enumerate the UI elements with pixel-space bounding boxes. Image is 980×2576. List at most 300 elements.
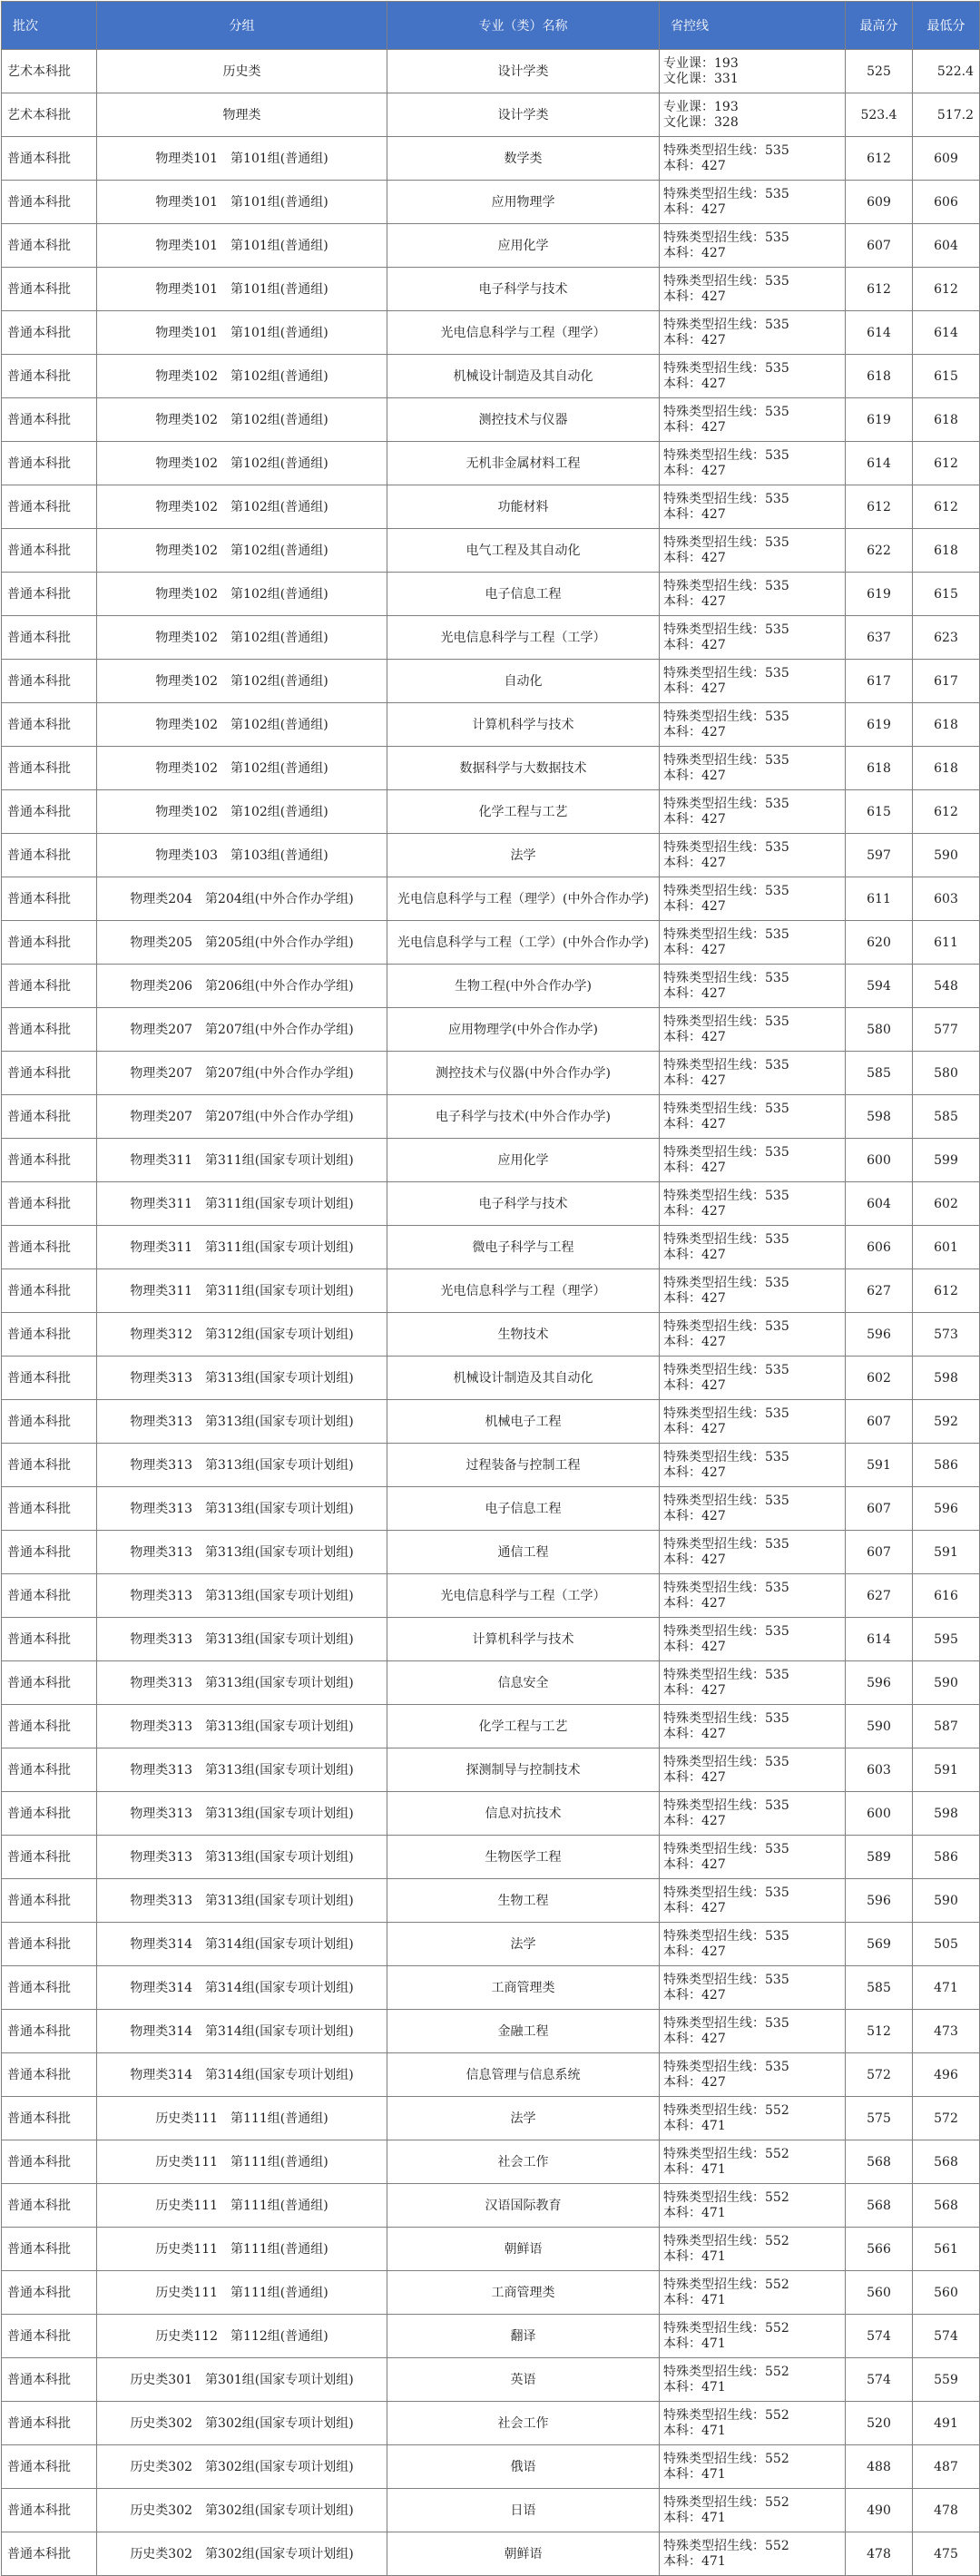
cell-major: 生物医学工程 (387, 1836, 660, 1879)
control-line-primary: 特殊类型招生线：535 (663, 1493, 789, 1508)
table-row (2, 181, 980, 224)
control-line-secondary: 本科：427 (663, 1377, 726, 1393)
table-row (2, 442, 980, 485)
header-min-score: 最低分 (913, 2, 980, 50)
cell-max-score: 618 (846, 355, 913, 398)
cell-max-score: 611 (846, 877, 913, 921)
cell-min-score: 612 (913, 790, 980, 834)
control-line-secondary: 本科：471 (663, 2466, 726, 2482)
cell-control-line (660, 485, 846, 529)
cell-group: 物理类102 第102组(普通组) (97, 660, 387, 703)
control-line-secondary: 本科：427 (663, 1247, 726, 1262)
cell-major: 光电信息科学与工程（工学） (387, 616, 660, 660)
table-row (2, 2271, 980, 2315)
cell-group: 物理类313 第313组(国家专项计划组) (97, 1444, 387, 1487)
cell-group: 物理类101 第101组(普通组) (97, 137, 387, 181)
cell-batch: 普通本科批 (2, 1313, 97, 1357)
cell-max-score: 594 (846, 965, 913, 1008)
cell-batch: 普通本科批 (2, 747, 97, 790)
cell-control-line (660, 1095, 846, 1139)
cell-min-score: 595 (913, 1618, 980, 1661)
cell-group: 物理类 (97, 93, 387, 137)
cell-group: 物理类313 第313组(国家专项计划组) (97, 1792, 387, 1836)
table-row (2, 2315, 980, 2358)
control-line-secondary: 文化课：331 (663, 71, 739, 86)
cell-max-score: 614 (846, 311, 913, 355)
cell-batch: 普通本科批 (2, 1008, 97, 1052)
cell-batch: 普通本科批 (2, 1139, 97, 1182)
cell-control-line (660, 1618, 846, 1661)
cell-control-line (660, 1313, 846, 1357)
cell-control-line (660, 137, 846, 181)
cell-major: 朝鲜语 (387, 2532, 660, 2576)
cell-group: 物理类313 第313组(国家专项计划组) (97, 1705, 387, 1748)
cell-control-line (660, 834, 846, 877)
cell-batch: 普通本科批 (2, 2358, 97, 2402)
cell-max-score: 602 (846, 1357, 913, 1400)
cell-batch: 普通本科批 (2, 573, 97, 616)
cell-control-line (660, 268, 846, 311)
cell-major: 光电信息科学与工程（理学） (387, 1269, 660, 1313)
cell-major: 机械设计制造及其自动化 (387, 1357, 660, 1400)
cell-min-score: 473 (913, 2010, 980, 2053)
cell-batch: 普通本科批 (2, 616, 97, 660)
control-line-secondary: 本科：427 (663, 942, 726, 957)
cell-max-score: 596 (846, 1661, 913, 1705)
cell-min-score: 611 (913, 921, 980, 965)
cell-max-score: 600 (846, 1139, 913, 1182)
cell-major: 应用物理学 (387, 181, 660, 224)
control-line-secondary: 本科：427 (663, 1552, 726, 1567)
table-row (2, 2358, 980, 2402)
cell-max-score: 612 (846, 268, 913, 311)
control-line-primary: 特殊类型招生线：535 (663, 796, 789, 811)
table-row (2, 2053, 980, 2097)
control-line-primary: 特殊类型招生线：535 (663, 142, 789, 158)
cell-group: 物理类205 第205组(中外合作办学组) (97, 921, 387, 965)
table-row (2, 921, 980, 965)
table-row (2, 616, 980, 660)
cell-batch: 普通本科批 (2, 2445, 97, 2489)
cell-major: 应用化学 (387, 224, 660, 268)
control-line-primary: 特殊类型招生线：552 (663, 2451, 789, 2466)
cell-group: 历史类302 第302组(国家专项计划组) (97, 2402, 387, 2445)
cell-control-line (660, 1836, 846, 1879)
cell-group: 物理类314 第314组(国家专项计划组) (97, 1923, 387, 1966)
cell-major: 英语 (387, 2358, 660, 2402)
cell-group: 物理类313 第313组(国家专项计划组) (97, 1748, 387, 1792)
cell-major: 俄语 (387, 2445, 660, 2489)
cell-batch: 普通本科批 (2, 1400, 97, 1444)
cell-control-line (660, 790, 846, 834)
control-line-primary: 特殊类型招生线：535 (663, 1841, 789, 1856)
cell-batch: 普通本科批 (2, 1182, 97, 1226)
control-line-secondary: 本科：427 (663, 158, 726, 173)
cell-group: 物理类313 第313组(国家专项计划组) (97, 1661, 387, 1705)
cell-min-score: 591 (913, 1748, 980, 1792)
cell-control-line (660, 1531, 846, 1574)
control-line-secondary: 本科：427 (663, 1073, 726, 1088)
cell-control-line (660, 2053, 846, 2097)
cell-max-score: 612 (846, 485, 913, 529)
cell-control-line (660, 1966, 846, 2010)
control-line-primary: 特殊类型招生线：535 (663, 2059, 789, 2074)
control-line-secondary: 本科：427 (663, 1595, 726, 1611)
cell-control-line (660, 2358, 846, 2402)
control-line-secondary: 本科：427 (663, 1421, 726, 1436)
cell-min-score: 618 (913, 703, 980, 747)
control-line-secondary: 本科：471 (663, 2118, 726, 2133)
cell-group: 物理类314 第314组(国家专项计划组) (97, 2053, 387, 2097)
cell-group: 物理类313 第313组(国家专项计划组) (97, 1836, 387, 1879)
cell-group: 历史类111 第111组(普通组) (97, 2184, 387, 2228)
cell-min-score: 590 (913, 834, 980, 877)
table-row (2, 834, 980, 877)
table-row (2, 660, 980, 703)
cell-major: 微电子科学与工程 (387, 1226, 660, 1269)
cell-max-score: 596 (846, 1313, 913, 1357)
cell-group: 物理类102 第102组(普通组) (97, 616, 387, 660)
table-row (2, 485, 980, 529)
control-line-secondary: 本科：427 (663, 637, 726, 652)
cell-major: 机械设计制造及其自动化 (387, 355, 660, 398)
control-line-secondary: 本科：471 (663, 2553, 726, 2569)
cell-min-score: 612 (913, 268, 980, 311)
cell-control-line (660, 2489, 846, 2532)
cell-batch: 艺术本科批 (2, 93, 97, 137)
cell-batch: 普通本科批 (2, 1574, 97, 1618)
table-row (2, 1923, 980, 1966)
control-line-primary: 特殊类型招生线：535 (663, 1275, 789, 1290)
cell-control-line (660, 1226, 846, 1269)
cell-group: 物理类313 第313组(国家专项计划组) (97, 1531, 387, 1574)
cell-max-score: 607 (846, 1531, 913, 1574)
cell-min-score: 590 (913, 1661, 980, 1705)
control-line-primary: 特殊类型招生线：552 (663, 2494, 789, 2510)
header-major: 专业（类）名称 (387, 2, 660, 50)
cell-max-score: 619 (846, 573, 913, 616)
cell-major: 测控技术与仪器(中外合作办学) (387, 1052, 660, 1095)
table-row (2, 224, 980, 268)
table-row (2, 2010, 980, 2053)
cell-major: 测控技术与仪器 (387, 398, 660, 442)
cell-group: 物理类207 第207组(中外合作办学组) (97, 1008, 387, 1052)
cell-major: 金融工程 (387, 2010, 660, 2053)
cell-control-line (660, 1879, 846, 1923)
cell-control-line (660, 616, 846, 660)
control-line-primary: 特殊类型招生线：535 (663, 1057, 789, 1073)
cell-max-score: 490 (846, 2489, 913, 2532)
cell-control-line (660, 181, 846, 224)
header-control-line: 省控线 (660, 2, 846, 50)
table-row (2, 1008, 980, 1052)
cell-min-score: 598 (913, 1792, 980, 1836)
cell-control-line (660, 1792, 846, 1836)
control-line-primary: 特殊类型招生线：535 (663, 1885, 789, 1900)
cell-control-line (660, 529, 846, 573)
cell-group: 历史类111 第111组(普通组) (97, 2140, 387, 2184)
control-line-secondary: 本科：427 (663, 898, 726, 914)
control-line-primary: 特殊类型招生线：535 (663, 317, 789, 332)
control-line-secondary: 本科：427 (663, 768, 726, 783)
control-line-primary: 专业课：193 (663, 99, 739, 114)
cell-major: 计算机科学与技术 (387, 1618, 660, 1661)
cell-group: 物理类101 第101组(普通组) (97, 311, 387, 355)
cell-max-score: 585 (846, 1052, 913, 1095)
control-line-secondary: 本科：427 (663, 1813, 726, 1828)
cell-min-score: 614 (913, 311, 980, 355)
cell-min-score: 590 (913, 1879, 980, 1923)
control-line-primary: 特殊类型招生线：535 (663, 1406, 789, 1421)
cell-min-score: 615 (913, 573, 980, 616)
cell-max-score: 603 (846, 1748, 913, 1792)
table-row (2, 2445, 980, 2489)
control-line-primary: 特殊类型招生线：535 (663, 752, 789, 768)
cell-control-line (660, 50, 846, 93)
cell-min-score: 587 (913, 1705, 980, 1748)
cell-group: 物理类102 第102组(普通组) (97, 355, 387, 398)
cell-group: 物理类207 第207组(中外合作办学组) (97, 1095, 387, 1139)
cell-batch: 普通本科批 (2, 1836, 97, 1879)
cell-max-score: 585 (846, 1966, 913, 2010)
table-row (2, 1618, 980, 1661)
control-line-secondary: 本科：427 (663, 1334, 726, 1349)
cell-min-score: 618 (913, 398, 980, 442)
cell-min-score: 617 (913, 660, 980, 703)
table-row (2, 877, 980, 921)
control-line-primary: 特殊类型招生线：535 (663, 360, 789, 376)
cell-batch: 普通本科批 (2, 2532, 97, 2576)
cell-batch: 普通本科批 (2, 1444, 97, 1487)
cell-max-score: 566 (846, 2228, 913, 2271)
table-row (2, 2402, 980, 2445)
table-row (2, 1661, 980, 1705)
header-max-score: 最高分 (846, 2, 913, 50)
control-line-secondary: 本科：427 (663, 332, 726, 348)
cell-control-line (660, 1357, 846, 1400)
table-row (2, 965, 980, 1008)
control-line-primary: 特殊类型招生线：535 (663, 1797, 789, 1813)
table-row (2, 573, 980, 616)
cell-group: 物理类313 第313组(国家专项计划组) (97, 1357, 387, 1400)
cell-batch: 普通本科批 (2, 485, 97, 529)
control-line-primary: 特殊类型招生线：535 (663, 1623, 789, 1639)
control-line-primary: 特殊类型招生线：552 (663, 2146, 789, 2161)
cell-max-score: 568 (846, 2140, 913, 2184)
table-row (2, 2532, 980, 2576)
cell-major: 法学 (387, 1923, 660, 1966)
cell-max-score: 620 (846, 921, 913, 965)
control-line-secondary: 本科：427 (663, 811, 726, 827)
cell-min-score: 592 (913, 1400, 980, 1444)
control-line-primary: 特殊类型招生线：535 (663, 186, 789, 201)
control-line-primary: 特殊类型招生线：535 (663, 1449, 789, 1464)
cell-major: 机械电子工程 (387, 1400, 660, 1444)
cell-batch: 普通本科批 (2, 2097, 97, 2140)
cell-batch: 普通本科批 (2, 2489, 97, 2532)
cell-batch: 普通本科批 (2, 790, 97, 834)
cell-major: 生物工程(中外合作办学) (387, 965, 660, 1008)
cell-min-score: 612 (913, 442, 980, 485)
control-line-secondary: 本科：427 (663, 2031, 726, 2046)
cell-major: 应用物理学(中外合作办学) (387, 1008, 660, 1052)
cell-control-line (660, 2010, 846, 2053)
cell-min-score: 568 (913, 2184, 980, 2228)
cell-group: 物理类102 第102组(普通组) (97, 529, 387, 573)
table-row (2, 268, 980, 311)
control-line-secondary: 本科：471 (663, 2161, 726, 2177)
cell-group: 物理类314 第314组(国家专项计划组) (97, 2010, 387, 2053)
table-row (2, 2228, 980, 2271)
cell-batch: 普通本科批 (2, 877, 97, 921)
control-line-primary: 特殊类型招生线：535 (663, 1754, 789, 1769)
cell-major: 设计学类 (387, 93, 660, 137)
control-line-primary: 专业课：193 (663, 55, 739, 71)
control-line-secondary: 文化课：328 (663, 114, 739, 130)
control-line-secondary: 本科：427 (663, 1987, 726, 2003)
cell-max-score: 607 (846, 224, 913, 268)
cell-control-line (660, 2228, 846, 2271)
cell-min-score: 522.4 (913, 50, 980, 93)
cell-max-score: 591 (846, 1444, 913, 1487)
cell-control-line (660, 442, 846, 485)
control-line-primary: 特殊类型招生线：535 (663, 883, 789, 898)
cell-max-score: 574 (846, 2358, 913, 2402)
cell-group: 物理类204 第204组(中外合作办学组) (97, 877, 387, 921)
cell-group: 物理类101 第101组(普通组) (97, 268, 387, 311)
cell-min-score: 475 (913, 2532, 980, 2576)
cell-max-score: 617 (846, 660, 913, 703)
cell-group: 物理类313 第313组(国家专项计划组) (97, 1487, 387, 1531)
cell-max-score: 637 (846, 616, 913, 660)
table-row (2, 1748, 980, 1792)
control-line-primary: 特殊类型招生线：535 (663, 1144, 789, 1160)
cell-batch: 普通本科批 (2, 1531, 97, 1574)
cell-batch: 艺术本科批 (2, 50, 97, 93)
control-line-secondary: 本科：427 (663, 1900, 726, 1915)
cell-min-score: 561 (913, 2228, 980, 2271)
cell-batch: 普通本科批 (2, 311, 97, 355)
cell-max-score: 618 (846, 747, 913, 790)
control-line-primary: 特殊类型招生线：552 (663, 2320, 789, 2336)
cell-min-score: 496 (913, 2053, 980, 2097)
cell-batch: 普通本科批 (2, 2010, 97, 2053)
admission-scores-table (1, 1, 980, 2576)
table-row (2, 1444, 980, 1487)
cell-batch: 普通本科批 (2, 1705, 97, 1748)
cell-batch: 普通本科批 (2, 1661, 97, 1705)
cell-batch: 普通本科批 (2, 1487, 97, 1531)
cell-control-line (660, 311, 846, 355)
cell-batch: 普通本科批 (2, 921, 97, 965)
cell-min-score: 559 (913, 2358, 980, 2402)
cell-control-line (660, 2184, 846, 2228)
cell-max-score: 590 (846, 1705, 913, 1748)
cell-min-score: 560 (913, 2271, 980, 2315)
cell-max-score: 604 (846, 1182, 913, 1226)
control-line-secondary: 本科：427 (663, 289, 726, 304)
control-line-primary: 特殊类型招生线：552 (663, 2102, 789, 2118)
cell-group: 历史类302 第302组(国家专项计划组) (97, 2489, 387, 2532)
control-line-secondary: 本科：427 (663, 1464, 726, 1480)
cell-group: 物理类102 第102组(普通组) (97, 747, 387, 790)
control-line-primary: 特殊类型招生线：552 (663, 2189, 789, 2205)
cell-max-score: 568 (846, 2184, 913, 2228)
cell-major: 生物技术 (387, 1313, 660, 1357)
cell-control-line (660, 1182, 846, 1226)
cell-group: 物理类312 第312组(国家专项计划组) (97, 1313, 387, 1357)
control-line-secondary: 本科：427 (663, 1290, 726, 1306)
cell-control-line (660, 2532, 846, 2576)
cell-batch: 普通本科批 (2, 660, 97, 703)
cell-control-line (660, 2271, 846, 2315)
cell-control-line (660, 660, 846, 703)
cell-control-line (660, 2315, 846, 2358)
control-line-primary: 特殊类型招生线：535 (663, 1536, 789, 1552)
cell-group: 物理类207 第207组(中外合作办学组) (97, 1052, 387, 1095)
table-row (2, 311, 980, 355)
cell-group: 历史类302 第302组(国家专项计划组) (97, 2445, 387, 2489)
control-line-secondary: 本科：427 (663, 2074, 726, 2090)
cell-control-line (660, 1052, 846, 1095)
cell-group: 历史类 (97, 50, 387, 93)
cell-min-score: 487 (913, 2445, 980, 2489)
cell-max-score: 619 (846, 398, 913, 442)
cell-major: 工商管理类 (387, 1966, 660, 2010)
control-line-primary: 特殊类型招生线：535 (663, 709, 789, 724)
cell-min-score: 548 (913, 965, 980, 1008)
cell-major: 探测制导与控制技术 (387, 1748, 660, 1792)
cell-major: 信息对抗技术 (387, 1792, 660, 1836)
cell-max-score: 525 (846, 50, 913, 93)
control-line-primary: 特殊类型招生线：535 (663, 622, 789, 637)
control-line-primary: 特殊类型招生线：552 (663, 2233, 789, 2248)
cell-control-line (660, 1923, 846, 1966)
cell-group: 物理类314 第314组(国家专项计划组) (97, 1966, 387, 2010)
control-line-primary: 特殊类型招生线：535 (663, 1188, 789, 1203)
cell-control-line (660, 921, 846, 965)
cell-control-line (660, 2445, 846, 2489)
table-row (2, 1836, 980, 1879)
cell-major: 电气工程及其自动化 (387, 529, 660, 573)
cell-control-line (660, 1269, 846, 1313)
control-line-secondary: 本科：427 (663, 1203, 726, 1219)
cell-major: 化学工程与工艺 (387, 1705, 660, 1748)
cell-batch: 普通本科批 (2, 834, 97, 877)
cell-batch: 普通本科批 (2, 965, 97, 1008)
table-row (2, 1487, 980, 1531)
cell-max-score: 512 (846, 2010, 913, 2053)
control-line-secondary: 本科：427 (663, 1116, 726, 1131)
header-batch: 批次 (2, 2, 97, 50)
table-row (2, 93, 980, 137)
cell-control-line (660, 1008, 846, 1052)
cell-min-score: 598 (913, 1357, 980, 1400)
control-line-secondary: 本科：471 (663, 2248, 726, 2264)
cell-control-line (660, 93, 846, 137)
cell-control-line (660, 877, 846, 921)
cell-batch: 普通本科批 (2, 1966, 97, 2010)
cell-major: 光电信息科学与工程（理学） (387, 311, 660, 355)
control-line-secondary: 本科：427 (663, 245, 726, 260)
cell-group: 物理类102 第102组(普通组) (97, 790, 387, 834)
table-row (2, 2489, 980, 2532)
table-body (2, 50, 980, 2576)
table-row (2, 1182, 980, 1226)
cell-group: 物理类102 第102组(普通组) (97, 703, 387, 747)
cell-group: 物理类103 第103组(普通组) (97, 834, 387, 877)
cell-min-score: 623 (913, 616, 980, 660)
